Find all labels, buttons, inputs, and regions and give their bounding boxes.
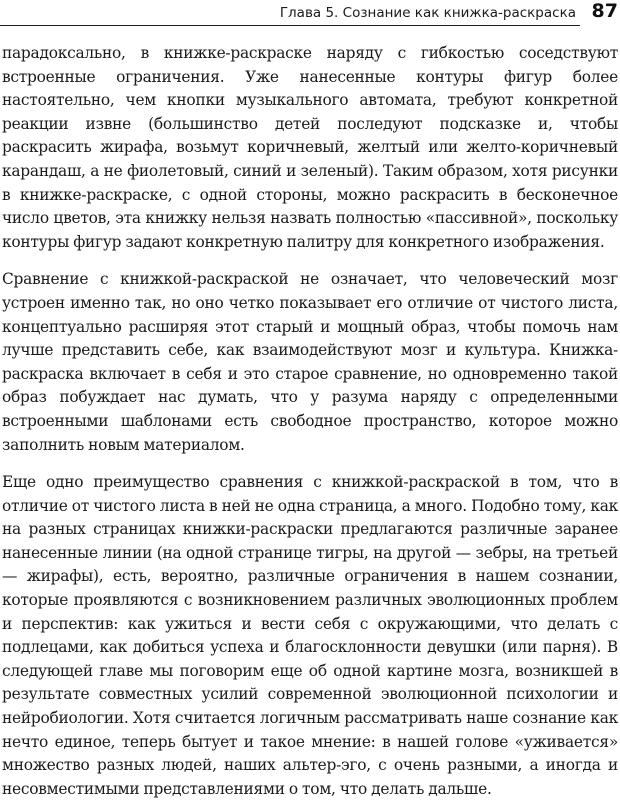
paragraph-1: парадоксально, в книжке-раскраске наряду с гибкостью соседствуют встроенные ограничения. Уже нанесенные контуры фигур более настоятельно, чем кнопки музыкального автомата, требуют конкретной реакции извне (большинство детей последуют подсказке и, чтобы раскрасить жирафа, возьмут коричневый, желтый или желто-коричневый карандаш, а не фиолетовый, синий и зеленый). Таким образом, хотя рисунки в книжке-раскраске, с одной стороны, можно раскрасить в бесконечное число цветов, эта книжку нельзя назвать полностью «пассивной», поскольку контуры фигур задают конкретную палитру для конкретного изображения. — [2, 44, 618, 251]
paragraph-gap — [2, 457, 618, 471]
paragraph-2: Сравнение с книжкой-раскраской не означает, что человеческий мозг устроен именно так, но оно четко показывает его отличие от чистого листа, концептуально расширяя этот старый и мощный образ, чтобы помочь нам лучше представить себе, как взаимодействуют мозг и культура. Книжка-раскраска включает в себя и это старое сравнение, но одновременно такой образ побуждает нас думать, что у разума наряду с определенными встроенными шаблонами есть свободное пространство, которое можно заполнить новым материалом. — [2, 270, 618, 454]
paragraph-gap — [2, 254, 618, 268]
page-body — [2, 42, 618, 801]
running-header — [0, 0, 620, 26]
chapter-title: Глава 5. Сознание как книжка-раскраска — [279, 5, 576, 21]
paragraph-3: Еще одно преимущество сравнения с книжкой-раскраской в том, что в отличие от чистого листа в ней не одна страница, а много. Подобно тому, как на разных страницах книжки-раскраски предлагаются различные заранее нанесенные линии (на одной странице тигры, на другой — зебры, на третьей — жирафы), есть, вероятно, различные ограничения в нашем сознании, которые проявляются с возникновением различных эволюционных проблем и перспектив: как ужиться и вести себя с окружающими, что делать с подлецами, как добиться успеха и благосклонности девушки (или парня). В следующей главе мы поговорим еще об одной картине мозга, возникшей в результате совместных усилий современной эволюционной психологии и нейробиологии. Хотя считается логичным рассматривать наше сознание как нечто единое, теперь бытует и такое мнение: в нашей голове «уживается» множество разных людей, наших альтер-эго, с очень разными, а иногда и несовместимыми представлениями о том, что делать дальше. — [2, 473, 618, 798]
page-number: 87 — [591, 0, 618, 22]
header-rule — [0, 25, 580, 26]
